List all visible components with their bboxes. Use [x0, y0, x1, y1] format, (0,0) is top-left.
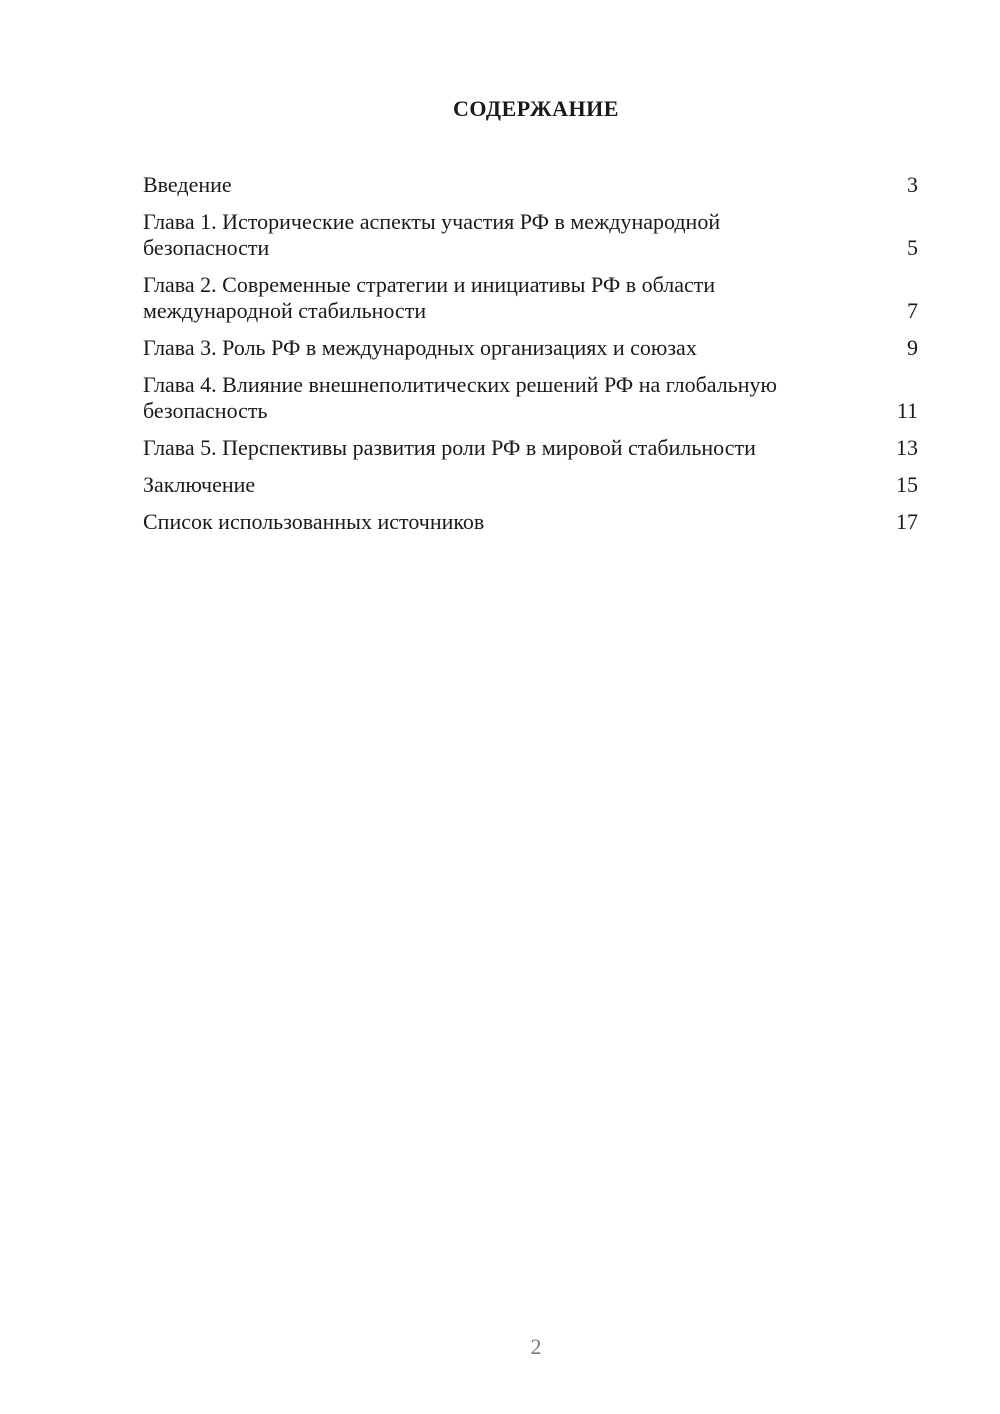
- toc-entry-chapter-2: [143, 272, 918, 324]
- toc-list: [143, 172, 918, 546]
- toc-entry-chapter-1: [143, 209, 918, 261]
- toc-entry-title: Глава 3. Роль РФ в международных организациях и союзах: [143, 335, 697, 360]
- toc-entry-title: Глава 5. Перспективы развития роли РФ в мировой стабильности: [143, 435, 756, 460]
- toc-entry-title: Список использованных источников: [143, 509, 485, 534]
- toc-entry-page: 11: [896, 398, 918, 423]
- toc-entry-chapter-4: [143, 372, 918, 424]
- toc-title: СОДЕРЖАНИЕ: [453, 96, 619, 121]
- toc-entry-references: [143, 509, 918, 535]
- toc-entry-chapter-3: [143, 335, 918, 361]
- toc-entry-conclusion: [143, 472, 918, 498]
- toc-entry-title: Заключение: [143, 472, 256, 497]
- page-number: 2: [530, 1334, 542, 1359]
- toc-entry-page: 5: [907, 235, 918, 260]
- toc-entry-page: 3: [907, 172, 918, 197]
- toc-entry-page: 9: [907, 335, 918, 360]
- toc-entry-page: 17: [896, 509, 918, 534]
- toc-entry-page: 7: [907, 298, 918, 323]
- toc-entry-title: Глава 1. Исторические аспекты участия РФ в международной безопасности: [143, 209, 721, 260]
- toc-entry-introduction: [143, 172, 918, 198]
- toc-entry-title: Глава 4. Влияние внешнеполитических решений РФ на глобальную безопасность: [143, 372, 777, 423]
- toc-entry-chapter-5: [143, 435, 918, 461]
- toc-entry-page: 15: [896, 472, 918, 497]
- toc-entry-page: 13: [896, 435, 918, 460]
- toc-entry-title: Введение: [143, 172, 232, 197]
- toc-entry-title: Глава 2. Современные стратегии и инициативы РФ в области международной стабильности: [143, 272, 716, 323]
